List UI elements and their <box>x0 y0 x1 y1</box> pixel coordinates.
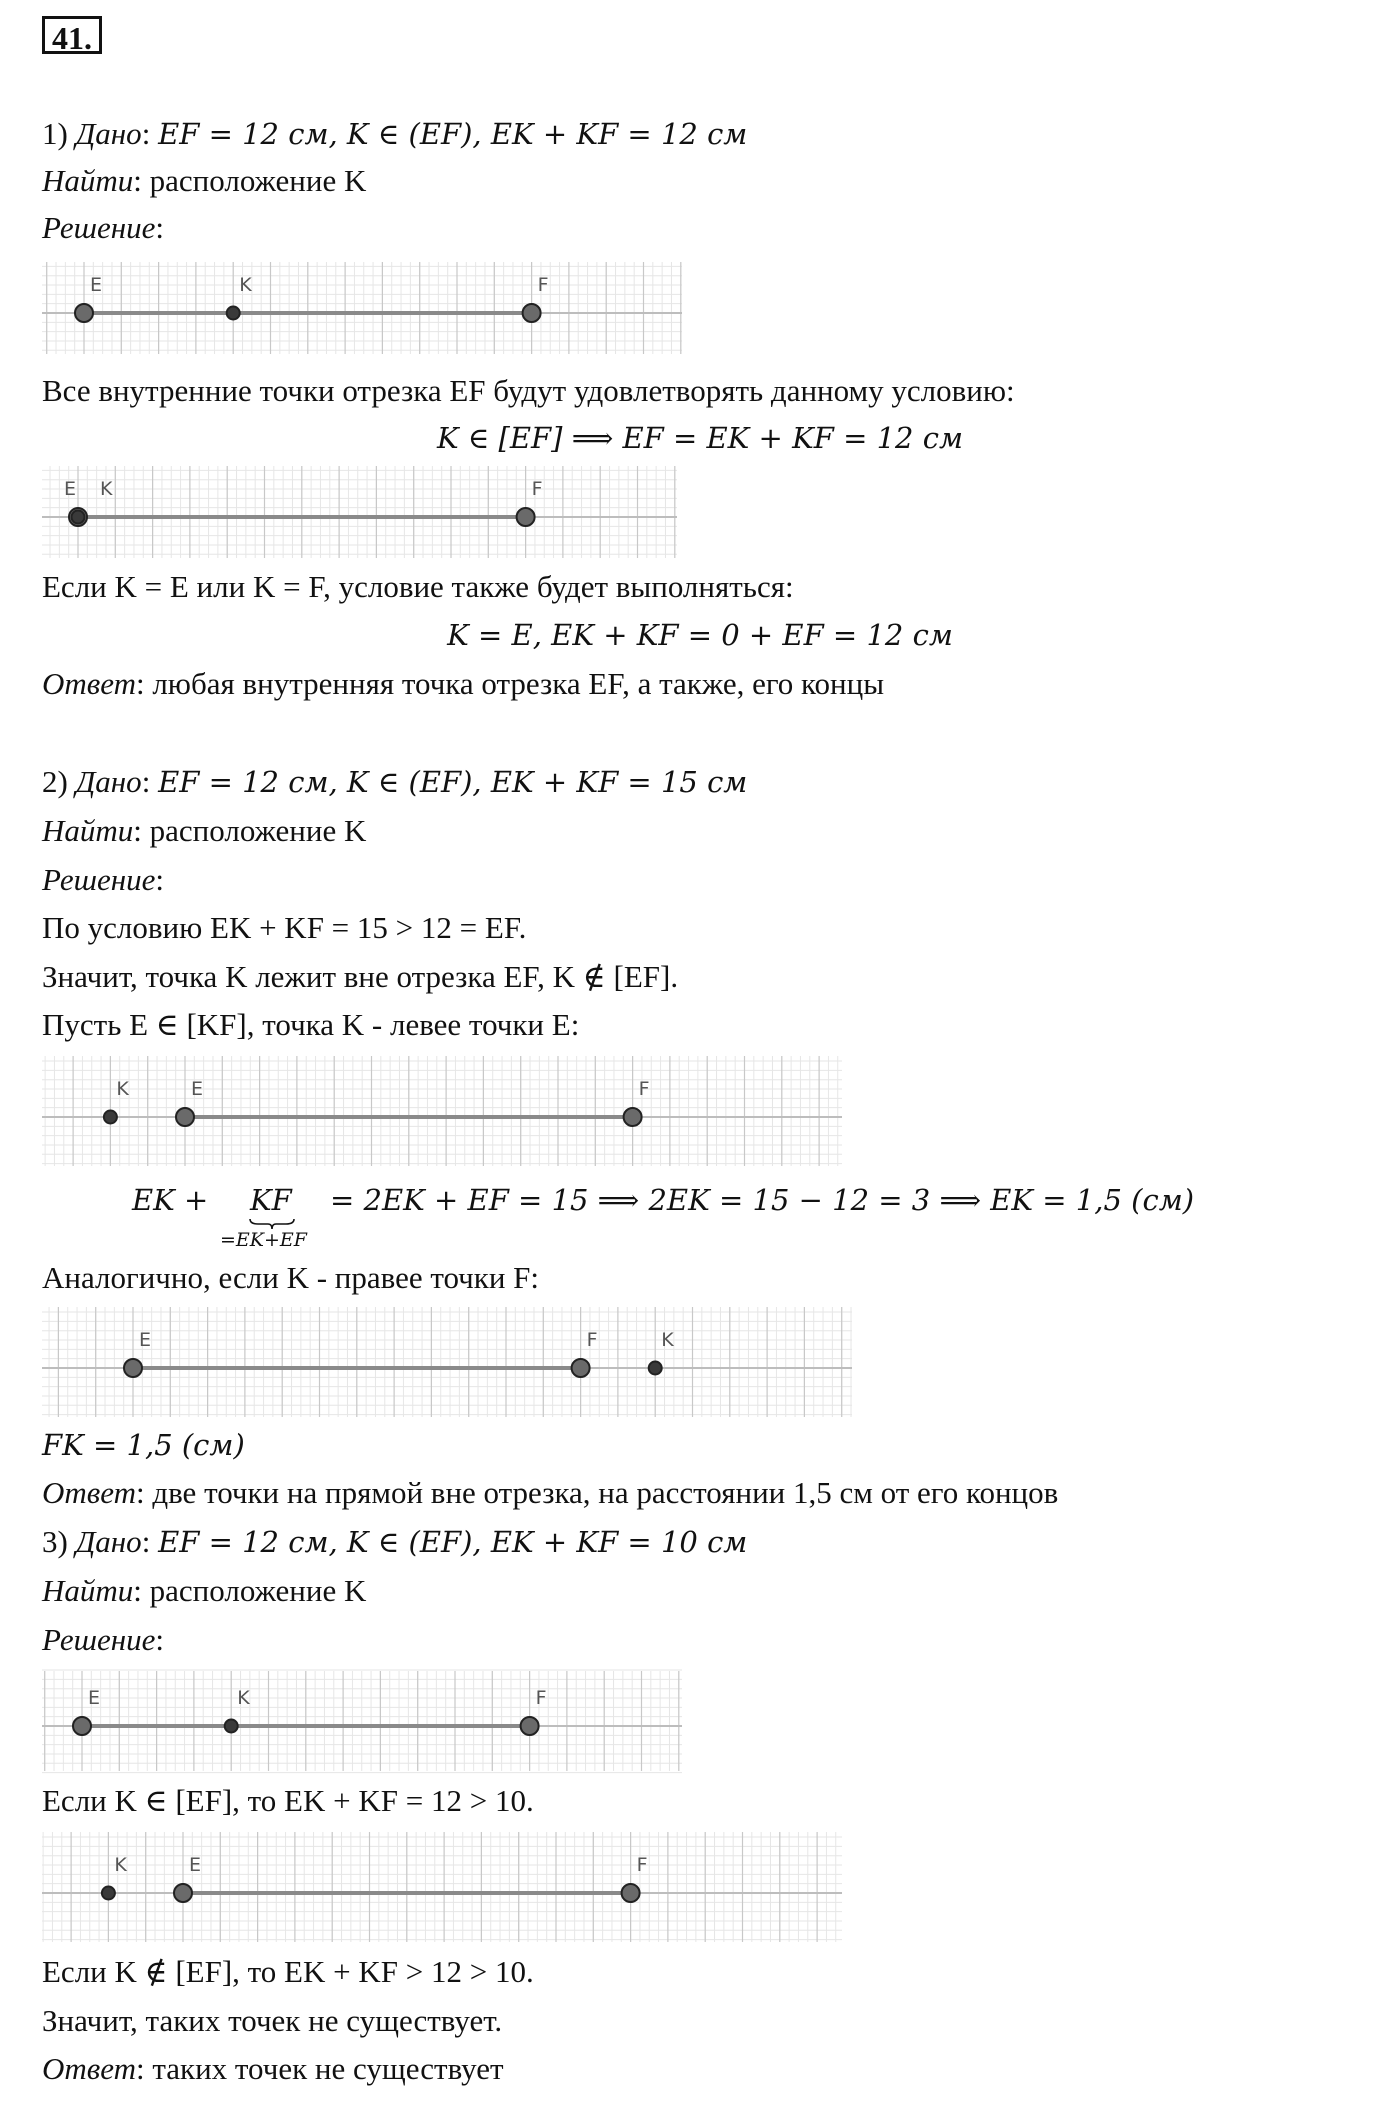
p1-answer-line <box>42 664 884 704</box>
point-f <box>622 1884 640 1902</box>
point-e <box>75 304 93 322</box>
p1-text-inner-points: Все внутренние точки отрезка EF будут удовлетворять данному условию: <box>42 373 1015 408</box>
p2-left-case-line: Пусть E ∈ [KF], точка K - левее точки E: <box>42 1007 580 1042</box>
point-label-k: K <box>239 274 252 296</box>
point-label-e: E <box>64 478 77 500</box>
point-e <box>124 1359 142 1377</box>
point-label-f: F <box>586 1329 598 1351</box>
point-label-k: K <box>661 1329 674 1351</box>
p1-given-colon: : <box>141 116 151 151</box>
p3-find-line <box>42 1571 366 1611</box>
p2-find-label: Найти <box>42 813 134 848</box>
p1-figure-1 <box>42 258 682 358</box>
p3-answer-label: Ответ <box>42 2051 136 2086</box>
point-label-k: K <box>237 1687 250 1709</box>
p3-answer-line <box>42 2049 504 2089</box>
point-f <box>572 1359 590 1377</box>
p2-given-label: Дано <box>75 764 142 799</box>
p1-figure-2 <box>42 462 677 562</box>
p3-given-math: EF = 12 см, K ∈ (EF), EK + KF = 10 см <box>158 1525 748 1559</box>
number-line-svg <box>42 1303 852 1421</box>
number-line-svg <box>42 258 682 358</box>
point-label-k: K <box>114 1854 127 1876</box>
point-k <box>227 307 240 320</box>
p2-answer-line <box>42 1473 1058 1513</box>
p2-given-math: EF = 12 см, K ∈ (EF), EK + KF = 15 см <box>158 765 748 799</box>
p3-find-text: : расположение K <box>133 1573 367 1608</box>
p3-given-colon: : <box>141 1524 151 1559</box>
p3-solution-line <box>42 1620 164 1660</box>
point-k <box>649 1362 662 1375</box>
p2-equation-kf <box>250 1180 292 1220</box>
p3-num: 3) <box>42 1524 68 1559</box>
p2-eq-right-text: = 2EK + EF = 15 ⟹ 2EK = 15 − 12 = 3 ⟹ EK = 1,5 (см) <box>330 1183 1195 1217</box>
p1-answer-text: : любая внутренняя точка отрезка EF, а также, его концы <box>135 666 885 701</box>
p3-conclusion-line: Значит, таких точек не существует. <box>42 2003 503 2038</box>
p1-find-line <box>42 161 366 201</box>
p2-right-case-line: Аналогично, если K - правее точки F: <box>42 1260 540 1295</box>
number-line-svg <box>42 1052 842 1170</box>
p1-formula-1 <box>0 418 1400 458</box>
p2-equation-left <box>132 1180 208 1220</box>
point-k <box>72 511 85 524</box>
p2-condition-line: По условию EK + KF = 15 > 12 = EF. <box>42 910 527 945</box>
point-label-e: E <box>90 274 103 296</box>
point-label-f: F <box>636 1854 648 1876</box>
point-label-k: K <box>100 478 113 500</box>
problem-number: 41. <box>42 16 102 54</box>
point-k <box>104 1111 117 1124</box>
p2-figure-2 <box>42 1303 852 1421</box>
point-e <box>174 1884 192 1902</box>
p3-given-line <box>42 1522 747 1562</box>
point-label-f: F <box>537 274 549 296</box>
p2-answer-text: : две точки на прямой вне отрезка, на расстоянии 1,5 см от его концов <box>135 1475 1059 1510</box>
p3-answer-text: : таких точек не существует <box>135 2051 504 2086</box>
number-line-svg <box>42 1828 842 1946</box>
p3-figure-2 <box>42 1828 842 1946</box>
point-label-e: E <box>191 1078 204 1100</box>
p3-solution-colon: : <box>155 1622 164 1657</box>
point-k <box>102 1887 115 1900</box>
p1-find-text: : расположение K <box>133 163 367 198</box>
point-e <box>73 1717 91 1735</box>
p2-equation-right <box>330 1180 1194 1220</box>
point-label-f: F <box>535 1687 547 1709</box>
p1-solution-label: Решение <box>42 210 156 245</box>
point-label-f: F <box>531 478 543 500</box>
p1-formula-2-text: K = E, EK + KF = 0 + EF = 12 см <box>447 618 953 652</box>
p2-eq-kf-text: KF <box>250 1183 292 1217</box>
point-label-e: E <box>88 1687 101 1709</box>
p2-solution-line <box>42 860 164 900</box>
point-f <box>521 1717 539 1735</box>
number-line-svg <box>42 1667 682 1775</box>
point-f <box>523 304 541 322</box>
underbrace-subscript: =EK+EF <box>220 1229 307 1251</box>
p1-given-math: EF = 12 см, K ∈ (EF), EK + KF = 12 см <box>158 117 748 151</box>
p2-outside-line: Значит, точка K лежит вне отрезка EF, K ∉ [EF]. <box>42 959 679 994</box>
p3-solution-label: Решение <box>42 1622 156 1657</box>
p3-figure-1 <box>42 1667 682 1775</box>
point-e <box>176 1108 194 1126</box>
p2-solution-label: Решение <box>42 862 156 897</box>
point-f <box>517 508 535 526</box>
number-line-svg <box>42 462 677 562</box>
p2-fk-text: FK = 1,5 (см) <box>42 1428 245 1462</box>
p1-given-label: Дано <box>75 116 142 151</box>
point-k <box>225 1720 238 1733</box>
p1-given-line <box>42 114 747 154</box>
point-label-e: E <box>139 1329 152 1351</box>
p2-find-text: : расположение K <box>133 813 367 848</box>
p2-eq-left-text: EK + <box>132 1183 209 1217</box>
p3-find-label: Найти <box>42 1573 134 1608</box>
p1-solution-line <box>42 208 164 248</box>
p1-solution-colon: : <box>155 210 164 245</box>
p2-solution-colon: : <box>155 862 164 897</box>
p2-fk-line <box>42 1425 245 1465</box>
point-label-e: E <box>189 1854 202 1876</box>
p1-num: 1) <box>42 116 68 151</box>
point-label-k: K <box>116 1078 129 1100</box>
p1-text-endpoints: Если K = E или K = F, условие также будет выполняться: <box>42 569 794 604</box>
p2-find-line <box>42 811 366 851</box>
p2-answer-label: Ответ <box>42 1475 136 1510</box>
point-label-f: F <box>638 1078 650 1100</box>
p2-num: 2) <box>42 764 68 799</box>
p3-outside-case-line: Если K ∉ [EF], то EK + KF > 12 > 10. <box>42 1954 534 1989</box>
p1-answer-label: Ответ <box>42 666 136 701</box>
p2-figure-1 <box>42 1052 842 1170</box>
p1-formula-2 <box>0 615 1400 655</box>
p1-find-label: Найти <box>42 163 134 198</box>
p2-given-line <box>42 762 747 802</box>
p3-inside-case-line: Если K ∈ [EF], то EK + KF = 12 > 10. <box>42 1783 534 1818</box>
p3-given-label: Дано <box>75 1524 142 1559</box>
p1-formula-1-text: K ∈ [EF] ⟹ EF = EK + KF = 12 см <box>436 421 964 455</box>
point-f <box>624 1108 642 1126</box>
p2-given-colon: : <box>141 764 151 799</box>
